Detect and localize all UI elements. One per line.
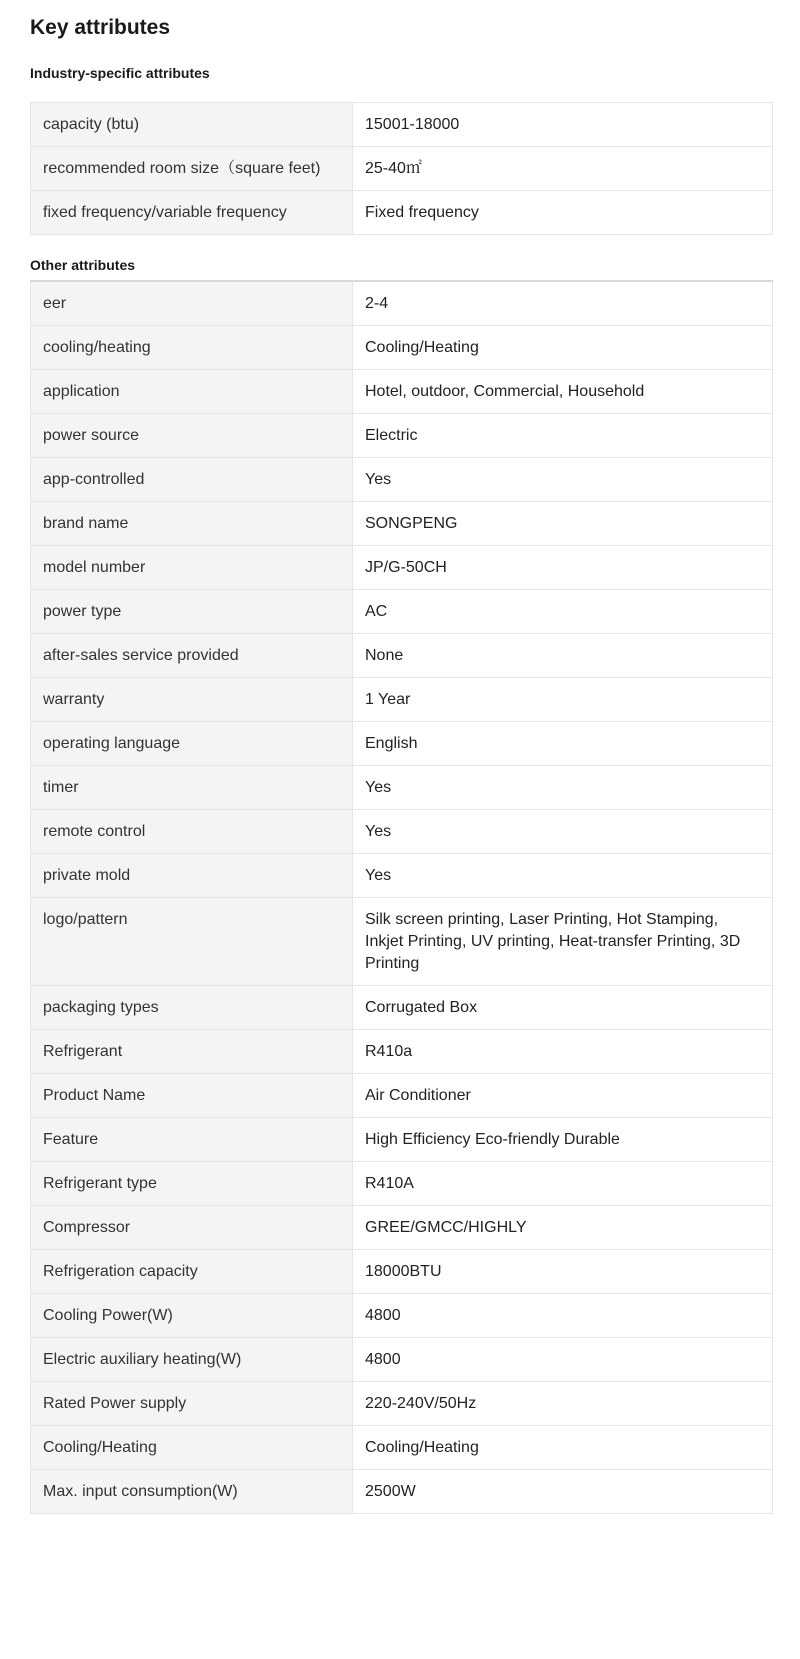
attribute-row [31, 678, 773, 722]
attribute-key: brand name [31, 502, 353, 546]
attribute-row [31, 854, 773, 898]
attribute-value: 15001-18000 [353, 103, 773, 147]
attribute-key: private mold [31, 854, 353, 898]
attribute-value: Fixed frequency [353, 191, 773, 235]
attribute-key: Rated Power supply [31, 1382, 353, 1426]
attribute-key: app-controlled [31, 458, 353, 502]
attribute-row [31, 1294, 773, 1338]
attribute-row [31, 370, 773, 414]
attribute-row [31, 1030, 773, 1074]
attribute-key: Refrigerant [31, 1030, 353, 1074]
attribute-row [31, 722, 773, 766]
attribute-key: Refrigerant type [31, 1162, 353, 1206]
attribute-value: 2500W [353, 1470, 773, 1514]
attribute-value: Air Conditioner [353, 1074, 773, 1118]
attribute-key: remote control [31, 810, 353, 854]
attribute-value: Silk screen printing, Laser Printing, Hot Stamping, Inkjet Printing, UV printing, Heat-transfer Printing, 3D Printing [353, 898, 773, 986]
attribute-row [31, 766, 773, 810]
attribute-key: timer [31, 766, 353, 810]
attribute-value: SONGPENG [353, 502, 773, 546]
attribute-value: 25-40㎡ [353, 147, 773, 191]
attribute-row [31, 810, 773, 854]
attribute-key: Product Name [31, 1074, 353, 1118]
attribute-row [31, 1074, 773, 1118]
attribute-value: Yes [353, 766, 773, 810]
attribute-row [31, 1426, 773, 1470]
attribute-key: capacity (btu) [31, 103, 353, 147]
attribute-value: English [353, 722, 773, 766]
attribute-row [31, 1162, 773, 1206]
section-title: Key attributes [30, 16, 171, 39]
attribute-key: eer [31, 281, 353, 326]
other-attributes-table [30, 280, 773, 1514]
attribute-key: Cooling/Heating [31, 1426, 353, 1470]
attribute-row [31, 898, 773, 986]
attribute-key: Compressor [31, 1206, 353, 1250]
attribute-value: Yes [353, 458, 773, 502]
attribute-row [31, 1250, 773, 1294]
attribute-value: JP/G-50CH [353, 546, 773, 590]
attribute-row [31, 1118, 773, 1162]
attribute-key: packaging types [31, 986, 353, 1030]
attribute-value: 220-240V/50Hz [353, 1382, 773, 1426]
attribute-key: Refrigeration capacity [31, 1250, 353, 1294]
attribute-value: 1 Year [353, 678, 773, 722]
attribute-row [31, 326, 773, 370]
attribute-value: None [353, 634, 773, 678]
attribute-row [31, 590, 773, 634]
attribute-key: cooling/heating [31, 326, 353, 370]
attribute-value: GREE/GMCC/HIGHLY [353, 1206, 773, 1250]
attribute-value: Yes [353, 854, 773, 898]
attribute-value: Cooling/Heating [353, 326, 773, 370]
attribute-key: Feature [31, 1118, 353, 1162]
attribute-row [31, 191, 773, 235]
attribute-row [31, 1382, 773, 1426]
attribute-key: Cooling Power(W) [31, 1294, 353, 1338]
attribute-value: 4800 [353, 1294, 773, 1338]
attribute-value: 4800 [353, 1338, 773, 1382]
attribute-value: 2-4 [353, 281, 773, 326]
attribute-value: R410a [353, 1030, 773, 1074]
attribute-row [31, 1206, 773, 1250]
attribute-key: Electric auxiliary heating(W) [31, 1338, 353, 1382]
attribute-key: Max. input consumption(W) [31, 1470, 353, 1514]
attribute-key: operating language [31, 722, 353, 766]
attribute-row [31, 103, 773, 147]
attribute-row [31, 502, 773, 546]
attribute-value: Yes [353, 810, 773, 854]
attribute-row [31, 634, 773, 678]
attribute-row [31, 1470, 773, 1514]
attribute-row [31, 147, 773, 191]
attribute-key: fixed frequency/variable frequency [31, 191, 353, 235]
attribute-value: 18000BTU [353, 1250, 773, 1294]
other-attributes-heading: Other attributes [30, 257, 136, 273]
attribute-key: warranty [31, 678, 353, 722]
industry-attributes-heading: Industry-specific attributes [30, 65, 210, 81]
industry-attributes-table [30, 102, 773, 235]
attribute-row [31, 986, 773, 1030]
attribute-row [31, 281, 773, 326]
attribute-value: Corrugated Box [353, 986, 773, 1030]
attribute-row [31, 414, 773, 458]
attribute-value: R410A [353, 1162, 773, 1206]
attribute-key: power source [31, 414, 353, 458]
attribute-key: logo/pattern [31, 898, 353, 986]
attribute-value: Electric [353, 414, 773, 458]
attribute-key: recommended room size（square feet) [31, 147, 353, 191]
attribute-row [31, 546, 773, 590]
attribute-value: Hotel, outdoor, Commercial, Household [353, 370, 773, 414]
attribute-value: AC [353, 590, 773, 634]
attribute-key: after-sales service provided [31, 634, 353, 678]
attribute-key: model number [31, 546, 353, 590]
attribute-row [31, 458, 773, 502]
attribute-key: power type [31, 590, 353, 634]
attribute-value: Cooling/Heating [353, 1426, 773, 1470]
attribute-row [31, 1338, 773, 1382]
attribute-value: High Efficiency Eco-friendly Durable [353, 1118, 773, 1162]
attribute-key: application [31, 370, 353, 414]
